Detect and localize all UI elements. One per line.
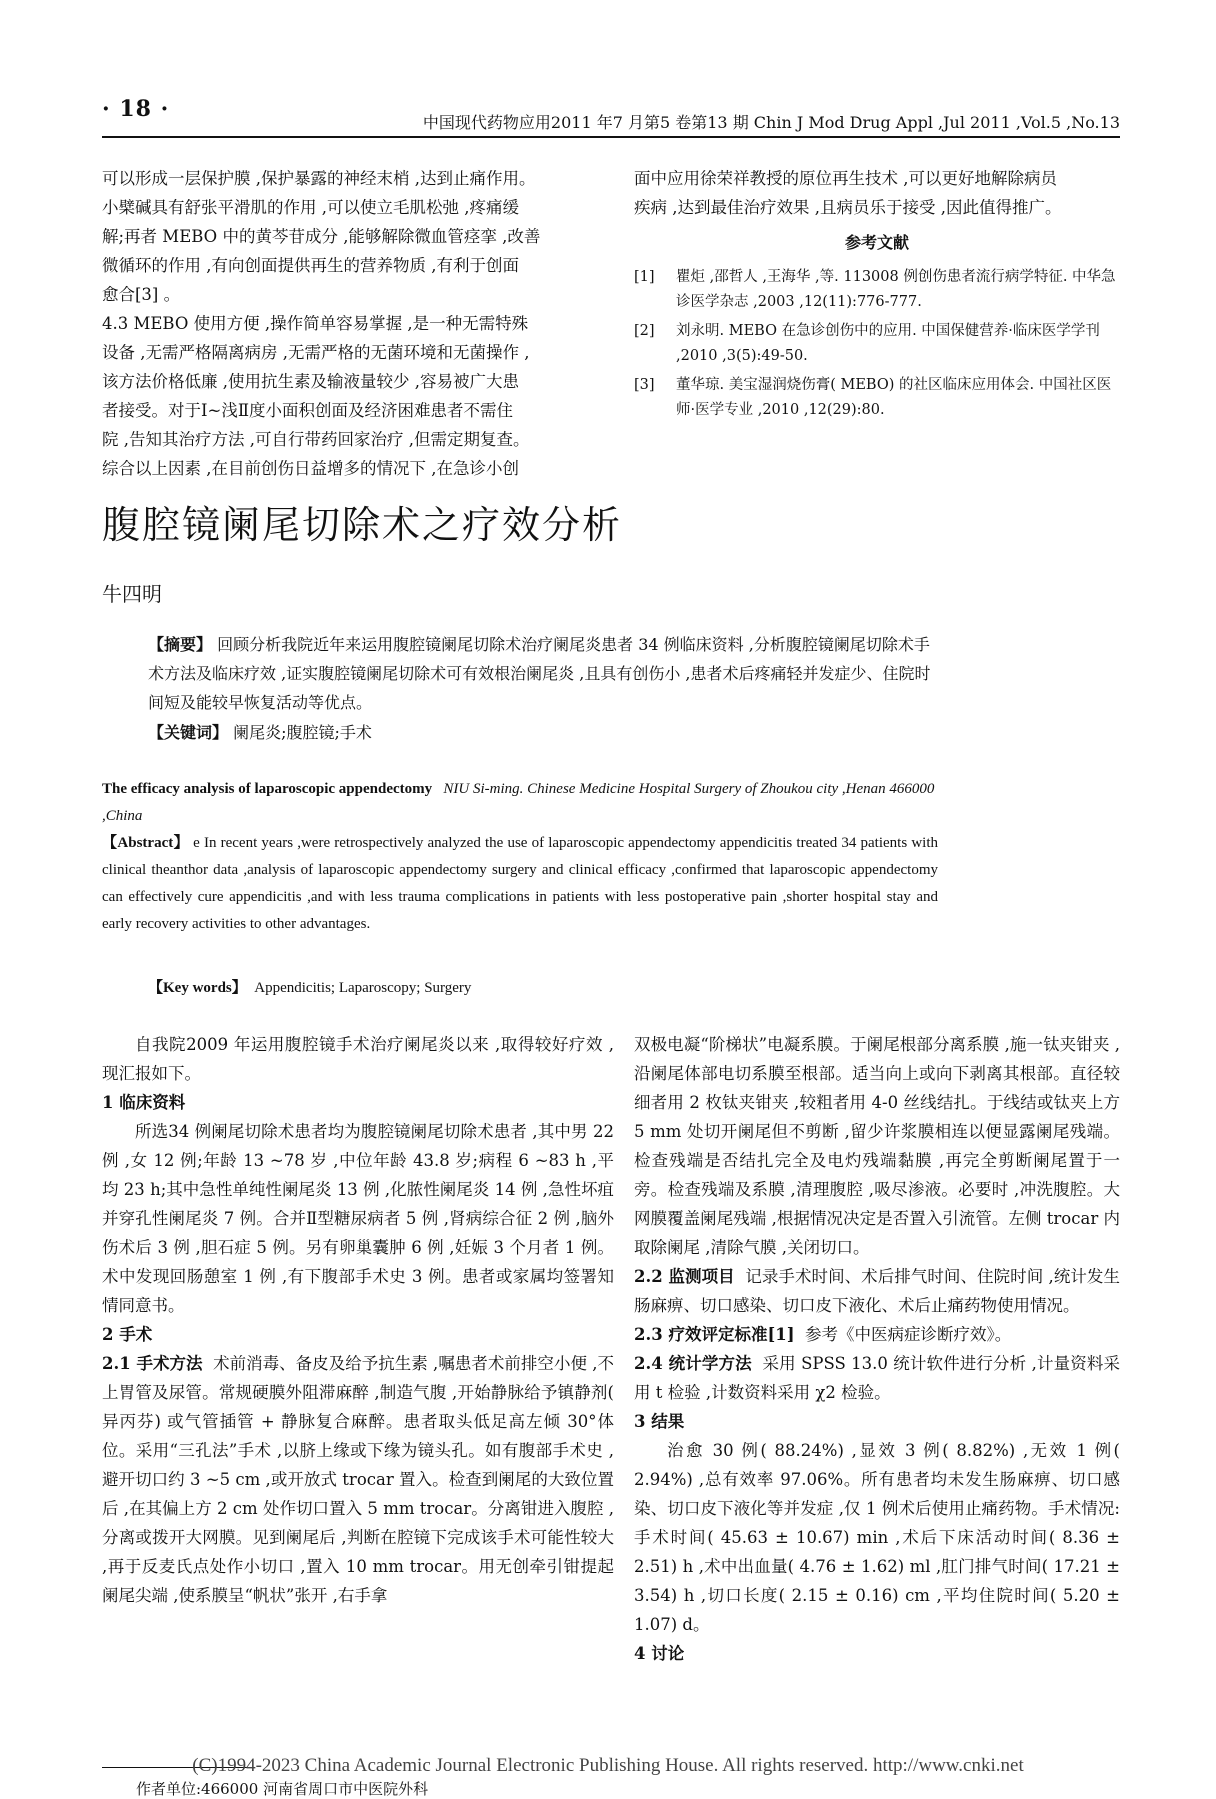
section-heading: 4 讨论 bbox=[634, 1644, 685, 1663]
text-line: 解;再者 MEBO 中的黄芩苷成分 ,能够解除微血管痉挛 ,改善 bbox=[102, 227, 541, 246]
text-line: 该方法价格低廉 ,使用抗生素及输液量较少 ,容易被广大患 bbox=[102, 372, 519, 391]
keywords-zh-text: 阑尾炎;腹腔镜;手术 bbox=[233, 723, 372, 742]
author-affiliation-footnote: 作者单位:466000 河南省周口市中医院外科 bbox=[136, 1780, 429, 1798]
body-paragraph: 双极电凝“阶梯状”电凝系膜。于阑尾根部分离系膜 ,施一钛夹钳夹 ,沿阑尾体部电切系膜至根部。适当向上或向下剥离其根部。直径较细者用 2 枚钛夹钳夹 ,较粗者用 4-0 丝线结扎。于线结或钛夹上方 5 mm 处切开阑尾但不剪断 ,留少许浆膜相连以便显露阑尾残端。检查残端是否结扎完全及电灼残端黏膜 ,再完全剪断阑尾置于一旁。检查残端及系膜 ,清理腹腔 ,吸尽渗液。必要时 ,冲洗腹腔。大网膜覆盖阑尾残端 ,根据情况决定是否置入引流管。左侧 trocar 内取除阑尾 ,清除气膜 ,关闭切口。 bbox=[634, 1035, 1120, 1257]
body-paragraph: 所选34 例阑尾切除术患者均为腹腔镜阑尾切除术患者 ,其中男 22 例 ,女 12 例;年龄 13 ~78 岁 ,中位年龄 43.8 岁;病程 6 ~83 h ,平均 23 h;其中急性单纯性阑尾炎 13 例 ,化脓性阑尾炎 14 例 ,急性坏疽并穿孔性阑尾炎 7 例。合并Ⅱ型糖尿病者 5 例 ,肾病综合征 2 例 ,脑外伤术后 3 例 ,胆石症 5 例。另有卵巢囊肿 6 例 ,妊娠 3 个月者 1 例。术中发现回肠憩室 1 例 ,有下腹部手术史 3 例。患者或家属均签署知情同意书。 bbox=[102, 1122, 614, 1315]
keywords-zh-label: 【关键词】 bbox=[148, 723, 229, 742]
subsection-heading: 2.1 手术方法 bbox=[102, 1354, 203, 1373]
body-paragraph bbox=[634, 1349, 1120, 1407]
text-line: 综合以上因素 ,在目前创伤日益增多的情况下 ,在急诊小创 bbox=[102, 459, 519, 478]
copyright-notice: (C)1994-2023 China Academic Journal Electronic Publishing House. All rights reserved. http://www.cnki.net bbox=[192, 1755, 1024, 1776]
reference-text: 瞿炬 ,邵哲人 ,王海华 ,等. 113008 例创伤患者流行病学特征. 中华急诊医学杂志 ,2003 ,12(11):776-777. bbox=[676, 269, 1116, 310]
prev-article-left bbox=[102, 164, 614, 483]
body-paragraph bbox=[102, 1349, 614, 1610]
header-rule bbox=[102, 136, 1120, 138]
english-abstract bbox=[102, 830, 938, 938]
section-heading: 1 临床资料 bbox=[102, 1093, 186, 1112]
body-right-column bbox=[634, 1030, 1120, 1668]
paragraph-text: 术前消毒、备皮及给予抗生素 ,嘱患者术前排空小便 ,不上胃管及尿管。常规硬膜外阻滞麻醉 ,制造气腹 ,开始静脉给予镇静剂( 异丙芬) 或气管插管 + 静脉复合麻醉。患者取头低足高左倾 30°体位。采用“三孔法”手术 ,以脐上缘或下缘为镜头孔。如有腹部手术史 ,避开切口约 3 ~5 cm ,或开放式 trocar 置入。检查到阑尾的大致位置后 ,在其偏上方 2 cm 处作切口置入 5 mm trocar。分离钳进入腹腔 ,分离或拨开大网膜。见到阑尾后 ,判断在腔镜下完成该手术可能性较大 ,再于反麦氏点处作小切口 ,置入 10 mm trocar。用无创牵引钳提起阑尾尖端 ,使系膜呈“帆状”张开 ,右手拿 bbox=[102, 1354, 615, 1605]
text-line: 疾病 ,达到最佳治疗效果 ,且病员乐于接受 ,因此值得推广。 bbox=[634, 198, 1062, 217]
body-paragraph: 自我院2009 年运用腹腔镜手术治疗阑尾炎以来 ,取得较好疗效 ,现汇报如下。 bbox=[102, 1035, 614, 1083]
body-paragraph bbox=[634, 1262, 1120, 1320]
abstract-zh bbox=[148, 630, 936, 717]
article-title: 腹腔镜阑尾切除术之疗效分析 bbox=[102, 503, 623, 547]
text-line: 面中应用徐荣祥教授的原位再生技术 ,可以更好地解除病员 bbox=[634, 169, 1057, 188]
text-line: 愈合[3] 。 bbox=[102, 285, 181, 304]
text-line: 可以形成一层保护膜 ,保护暴露的神经末梢 ,达到止痛作用。 bbox=[102, 169, 536, 188]
english-title: The efficacy analysis of laparoscopic appendectomy bbox=[102, 781, 433, 797]
reference-number: [1] bbox=[634, 269, 655, 285]
abstract-zh-text: 回顾分析我院近年来运用腹腔镜阑尾切除术治疗阑尾炎患者 34 例临床资料 ,分析腹腔镜阑尾切除术手术方法及临床疗效 ,证实腹腔镜阑尾切除术可有效根治阑尾炎 ,且具有创伤小 ,患者术后疼痛轻并发症少、住院时间短及能较早恢复活动等优点。 bbox=[148, 635, 931, 712]
text-line: 4.3 MEBO 使用方便 ,操作简单容易掌握 ,是一种无需特殊 bbox=[102, 314, 529, 333]
abstract-zh-label: 【摘要】 bbox=[148, 635, 213, 654]
reference-number: [3] bbox=[634, 377, 655, 393]
paragraph-text: 采用 SPSS 13.0 统计软件进行分析 ,计量资料采用 t 检验 ,计数资料采用 χ2 检验。 bbox=[634, 1354, 1121, 1402]
subsection-heading: 2.4 统计学方法 bbox=[634, 1354, 752, 1373]
english-abstract-text: e In recent years ,were retrospectively analyzed the use of laparoscopic appendectomy appendicitis treated 34 patients with clinical theanthor data ,analysis of laparoscopic appendectomy surgery and clinical efficacy ,confirmed that laparoscopic appendectomy can effectively cure appendicitis ,and with less trauma complications in patients with less postoperative pain ,shorter hospital stay and early recovery activities to other advantages. bbox=[102, 835, 938, 932]
english-keywords bbox=[148, 976, 471, 997]
reference-number: [2] bbox=[634, 323, 655, 339]
english-author-affiliation: NIU Si-ming. Chinese Medicine Hospital Surgery of Zhoukou city ,Henan 466000 ,China bbox=[102, 781, 935, 824]
text-line: 者接受。对于Ⅰ~浅Ⅱ度小面积创面及经济困难患者不需住 bbox=[102, 401, 514, 420]
body-left-column bbox=[102, 1030, 614, 1610]
author: 牛四明 bbox=[102, 582, 162, 606]
page-number: · 18 · bbox=[102, 96, 170, 122]
body-paragraph: 治愈 30 例( 88.24%) ,显效 3 例( 8.82%) ,无效 1 例( 2.94%) ,总有效率 97.06%。所有患者均未发生肠麻痹、切口感染、切口皮下液化等并发症 ,仅 1 例术后使用止痛药物。手术情况:手术时间( 45.63 ± 10.67) min ,术后下床活动时间( 8.36 ± 2.51) h ,术中出血量( 4.76 ± 1.62) ml ,肛门排气时间( 17.21 ± 3.54) h ,切口长度( 2.15 ± 0.16) cm ,平均住院时间( 5.20 ± 1.07) d。 bbox=[634, 1441, 1120, 1634]
english-title-block bbox=[102, 776, 938, 830]
paragraph-text: 记录手术时间、术后排气时间、住院时间 ,统计发生肠麻痹、切口感染、切口皮下液化、术后止痛药物使用情况。 bbox=[634, 1267, 1120, 1315]
subsection-heading: 2.3 疗效评定标准[1] bbox=[634, 1325, 795, 1344]
text-line: 微循环的作用 ,有向创面提供再生的营养物质 ,有利于创面 bbox=[102, 256, 519, 275]
section-heading: 2 手术 bbox=[102, 1325, 153, 1344]
references-title: 参考文献 bbox=[844, 233, 909, 252]
english-abstract-label: 【Abstract】 bbox=[102, 835, 190, 851]
text-line: 院 ,告知其治疗方法 ,可自行带药回家治疗 ,但需定期复查。 bbox=[102, 430, 530, 449]
reference-text: 刘永明. MEBO 在急诊创伤中的应用. 中国保健营养·临床医学学刊 ,2010 ,3(5):49-50. bbox=[676, 323, 1100, 364]
reference-item bbox=[634, 265, 1120, 315]
section-heading: 3 结果 bbox=[634, 1412, 685, 1431]
text-line: 设备 ,无需严格隔离病房 ,无需严格的无菌环境和无菌操作 , bbox=[102, 343, 530, 362]
english-keywords-text: Appendicitis; Laparoscopy; Surgery bbox=[254, 980, 472, 996]
subsection-heading: 2.2 监测项目 bbox=[634, 1267, 735, 1286]
reference-item bbox=[634, 319, 1120, 369]
english-keywords-label: 【Key words】 bbox=[148, 980, 247, 996]
paragraph-text: 参考《中医病症诊断疗效》。 bbox=[805, 1325, 1012, 1344]
body-paragraph bbox=[634, 1320, 1120, 1349]
text-line: 小檗碱具有舒张平滑肌的作用 ,可以使立毛肌松弛 ,疼痛缓 bbox=[102, 198, 519, 217]
prev-article-right bbox=[634, 164, 1120, 427]
keywords-zh bbox=[148, 720, 372, 743]
reference-text: 董华琼. 美宝湿润烧伤膏( MEBO) 的社区临床应用体会. 中国社区医师·医学专业 ,2010 ,12(29):80. bbox=[676, 377, 1112, 418]
reference-item bbox=[634, 373, 1120, 423]
running-head: 中国现代药物应用2011 年7 月第5 卷第13 期 Chin J Mod Drug Appl ,Jul 2011 ,Vol.5 ,No.13 bbox=[422, 113, 1120, 132]
